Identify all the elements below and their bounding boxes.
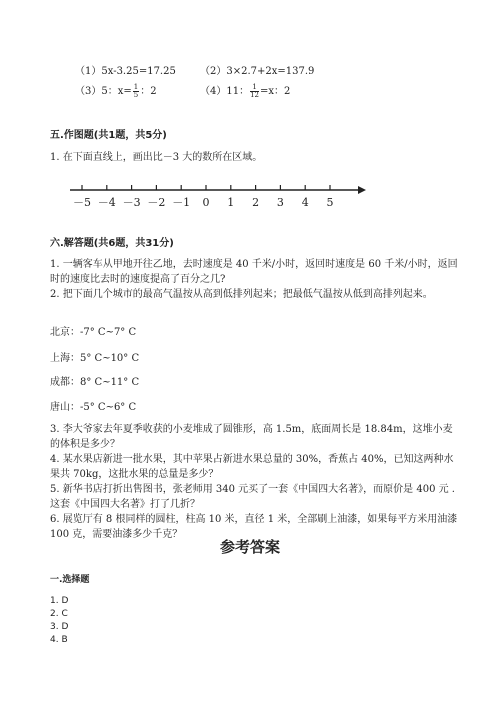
city-tangshan: 唐山：-5° C~6° C [50, 402, 137, 413]
number-line-label: －4 [97, 196, 116, 209]
city-shanghai: 上海：5° C~10° C [50, 353, 140, 364]
equation-3-suffix: ：2 [140, 86, 157, 97]
fraction-1-12 [250, 84, 259, 99]
answer-3: 3. D [50, 622, 69, 632]
equation-3-prefix: （3）5：x= [75, 86, 132, 97]
equation-2: （2）3×2.7+2x=137.9 [200, 66, 315, 77]
answer-4: 4. B [50, 635, 68, 645]
number-line-arrow-icon [358, 186, 366, 194]
number-line-label: 3 [276, 196, 284, 209]
equation-4 [200, 82, 290, 99]
answers-title: 参考答案 [219, 538, 280, 556]
number-line-label: 5 [326, 196, 334, 209]
number-line [0, 178, 500, 218]
section-6-question-1: 1. 一辆客车从甲地开往乙地，去时速度是 40 千米/小时，返回时速度是 60 千米/小时，返回时的速度比去时的速度提高了百分之几? [50, 259, 458, 285]
section-6-question-5: 5. 新华书店打折出售图书，张老师用 340 元买了一套《中国四大名著》，而原价是 400 元 . 这套《中国四大名著》打了几折？ [50, 484, 455, 510]
number-line-label: 1 [227, 196, 235, 209]
answers-heading: 一.选择题 [50, 575, 90, 585]
number-line-label: －2 [147, 196, 166, 209]
section-5-heading: 五.作图题(共1题，共5分) [50, 130, 167, 141]
city-beijing: 北京：-7° C~7° C [50, 327, 137, 338]
equation-4-prefix: （4）11： [200, 86, 250, 97]
number-line-label: 0 [202, 196, 210, 209]
fraction-numerator: 1 [133, 83, 139, 91]
fraction-numerator: 1 [250, 84, 259, 92]
answer-2: 2. C [50, 609, 68, 619]
number-line-label: 2 [252, 196, 260, 209]
fraction-denominator: 12 [250, 91, 260, 99]
answer-1: 1. D [50, 596, 69, 606]
equation-1: （1）5x-3.25=17.25 [75, 66, 176, 77]
number-line-label: 4 [301, 196, 309, 209]
number-line-label: －3 [122, 196, 141, 209]
fraction-1-5 [133, 84, 139, 99]
equation-3 [75, 82, 157, 99]
equation-4-suffix: =x：2 [260, 86, 291, 97]
section-5-question-1: 1. 在下面直线上，画出比－3 大的数所在区域。 [50, 152, 263, 163]
number-line-label: －1 [172, 196, 191, 209]
number-line-label: －5 [73, 196, 91, 209]
section-6-heading: 六.解答题(共6题，共31分) [50, 238, 174, 249]
section-6-question-6: 6. 展览厅有 8 根同样的圆柱，柱高 10 米，直径 1 米，全部刷上油漆，如果每平方米用油漆 100 克，需要油漆多少千克？ [50, 514, 458, 540]
city-chengdu: 成都：8° C~11° C [50, 377, 140, 388]
section-6-question-3: 3. 李大爷家去年夏季收获的小麦堆成了圆锥形，高 1.5m，底面周长是 18.84m，这堆小麦的体积是多少？ [50, 424, 453, 450]
section-6-question-4: 4. 某水果店新进一批水果，其中苹果占新进水果总量的 30%，香蕉占 40%，已知这两种水果共 70kg，这批水果的总量是多少？ [50, 454, 454, 480]
fraction-denominator: 5 [133, 91, 139, 99]
section-6-question-2: 2. 把下面几个城市的最高气温按从高到低排列起来；把最低气温按从低到高排列起来。 [50, 289, 433, 300]
